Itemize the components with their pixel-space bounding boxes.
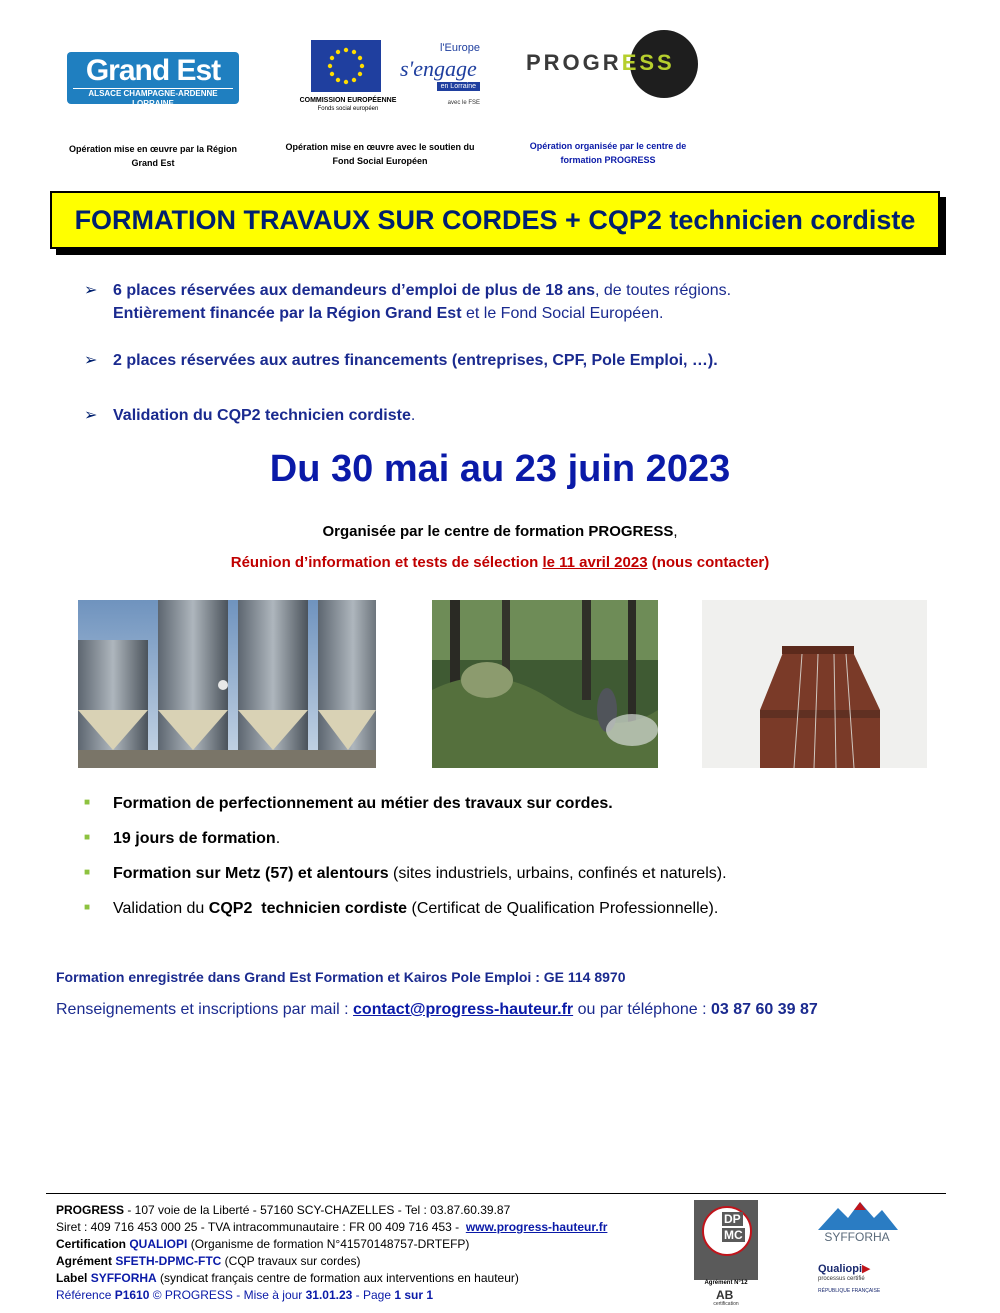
eu-fse-logo bbox=[298, 40, 484, 118]
footer-agrement-name: SFETH-DPMC-FTC bbox=[115, 1254, 222, 1268]
dpmc-top-text: DP bbox=[724, 1212, 741, 1226]
progress-logo-text bbox=[526, 50, 675, 76]
detail-4-rest: (Certificat de Qualification Professionnelle). bbox=[407, 900, 719, 917]
footer-cert-rest: (Organisme de formation N°41570148757-DRTEFP) bbox=[187, 1237, 470, 1251]
title-box bbox=[50, 191, 940, 249]
qualiopi-name: Qualiopi bbox=[818, 1263, 862, 1275]
caption-progress-line1: Opération organisée par le centre de bbox=[529, 141, 687, 151]
contact-phone: 03 87 60 39 87 bbox=[711, 1001, 818, 1018]
detail-2-rest: . bbox=[275, 830, 281, 847]
progress-logo-prefix: PROGR bbox=[526, 50, 622, 75]
dpmc-agrement: Agrément N°12 bbox=[704, 1280, 748, 1286]
detail-3-bold: Formation sur Metz (57) et alentours bbox=[113, 865, 389, 882]
registration-info: Formation enregistrée dans Grand Est Formation et Kairos Pole Emploi : GE 114 8970 bbox=[56, 969, 626, 985]
page-title: FORMATION TRAVAUX SUR CORDES + CQP2 technicien cordiste bbox=[74, 205, 916, 235]
footer-label-name: SYFFORHA bbox=[90, 1271, 157, 1285]
organised-by-text: Organisée par le centre de formation PROGRESS bbox=[322, 523, 674, 540]
contact-email-link[interactable]: contact@progress-hauteur.fr bbox=[353, 1001, 574, 1018]
bullet-1 bbox=[113, 279, 731, 303]
footer-ref-mid: © PROGRESS - Mise à jour bbox=[149, 1288, 306, 1302]
dpmc-badge bbox=[694, 1200, 758, 1308]
organised-by-comma: , bbox=[673, 523, 678, 540]
dpmc-bottom-text: MC bbox=[724, 1228, 743, 1242]
contact-line bbox=[56, 999, 818, 1021]
detail-4-bold: CQP2 technicien cordiste bbox=[208, 900, 408, 917]
footer-website-link[interactable]: www.progress-hauteur.fr bbox=[465, 1220, 608, 1234]
eu-commission-label bbox=[298, 96, 398, 114]
mountain-icon bbox=[818, 1200, 898, 1230]
bullet-3-rest: . bbox=[410, 407, 416, 424]
detail-3 bbox=[113, 862, 727, 886]
bullet-1-line2 bbox=[113, 302, 663, 326]
bullet-2: 2 places réservées aux autres financements (entreprises, CPF, Pole Emploi, …). bbox=[113, 352, 718, 369]
caption-region bbox=[48, 142, 258, 170]
detail-2-bold: 19 jours de formation bbox=[113, 830, 276, 847]
photo-silos bbox=[78, 600, 376, 768]
footer-ref-date: 31.01.23 bbox=[305, 1288, 353, 1302]
footer-divider bbox=[46, 1193, 946, 1194]
republique-text: RÉPUBLIQUE FRANÇAISE bbox=[818, 1288, 881, 1294]
info-meeting-part2: (nous contacter) bbox=[647, 554, 770, 571]
training-dates: Du 30 mai au 23 juin 2023 bbox=[269, 448, 731, 490]
europe-region-text: en Lorraine bbox=[437, 82, 480, 91]
caption-fse-line1: Opération mise en œuvre avec le soutien du bbox=[285, 142, 475, 152]
photo-chimney bbox=[702, 600, 927, 768]
square-bullet-icon: ■ bbox=[84, 832, 91, 843]
arrow-bullet-icon: ➢ bbox=[84, 282, 98, 299]
caption-fse bbox=[270, 140, 490, 168]
arrow-bullet-icon: ➢ bbox=[84, 352, 98, 369]
bullet-1-bold: 6 places réservées aux demandeurs d’emploi de plus de 18 ans bbox=[113, 282, 595, 299]
europe-main-text: s'engage bbox=[400, 56, 477, 81]
syfforha-text: SYFFORHA bbox=[824, 1230, 890, 1244]
qualiopi-sub: processus certifié bbox=[818, 1276, 865, 1282]
ab-certification-sub: certification bbox=[713, 1301, 739, 1307]
eu-commission-text: COMMISSION EUROPÉENNE bbox=[299, 97, 397, 104]
grand-est-logo-text: Grand Est bbox=[85, 54, 221, 87]
footer-company: PROGRESS bbox=[56, 1203, 125, 1217]
footer-page: 1 sur 1 bbox=[394, 1288, 434, 1302]
footer-ref-code: P1610 bbox=[114, 1288, 150, 1302]
caption-progress bbox=[508, 139, 708, 167]
qualiopi-arrow-icon: ▶ bbox=[862, 1263, 871, 1275]
footer-ref-pre: Référence bbox=[56, 1288, 115, 1302]
europe-sengage-logo bbox=[400, 42, 482, 108]
bullet-1-line2-bold: Entièrement financée par la Région Grand Est bbox=[113, 305, 462, 322]
info-meeting-date: le 11 avril 2023 bbox=[542, 554, 648, 571]
bullet-1-line2-rest: et le Fond Social Européen. bbox=[461, 305, 664, 322]
footer-cert-name: QUALIOPI bbox=[129, 1237, 188, 1251]
footer-agrement-label: Agrément bbox=[56, 1254, 116, 1268]
bullet-3-bold: Validation du CQP2 technicien cordiste bbox=[113, 407, 411, 424]
footer-agrement-rest: (CQP travaux sur cordes) bbox=[221, 1254, 361, 1268]
detail-2 bbox=[113, 827, 280, 851]
square-bullet-icon: ■ bbox=[84, 867, 91, 878]
arrow-bullet-icon: ➢ bbox=[84, 407, 98, 424]
footer-siret: Siret : 409 716 453 000 25 - TVA intracommunautaire : FR 00 409 716 453 - bbox=[56, 1220, 466, 1234]
grand-est-logo-tagline: ALSACE CHAMPAGNE-ARDENNE LORRAINE bbox=[73, 88, 233, 109]
caption-region-line1: Opération mise en œuvre par la Région bbox=[68, 144, 238, 154]
square-bullet-icon: ■ bbox=[84, 902, 91, 913]
info-meeting bbox=[0, 554, 1000, 571]
photo-forest bbox=[432, 600, 658, 768]
progress-logo-suffix: ESS bbox=[621, 50, 675, 75]
ab-certification-icon: AB bbox=[716, 1288, 734, 1302]
qualiopi-text bbox=[818, 1262, 870, 1275]
europe-fse-text: avec le FSE bbox=[447, 100, 480, 106]
contact-pre: Renseignements et inscriptions par mail : bbox=[56, 1001, 354, 1018]
bullet-1-rest: , de toutes régions. bbox=[595, 282, 732, 299]
organised-by bbox=[0, 523, 1000, 540]
syfforha-qualiopi-badges bbox=[812, 1200, 902, 1305]
square-bullet-icon: ■ bbox=[84, 797, 91, 808]
caption-region-line2: Grand Est bbox=[131, 158, 175, 168]
caption-fse-line2: Fond Social Européen bbox=[332, 156, 428, 166]
detail-4-pre: Validation du bbox=[113, 900, 209, 917]
grand-est-logo bbox=[67, 52, 239, 108]
eu-fund-text: Fonds social européen bbox=[317, 106, 379, 112]
europe-top-text: l'Europe bbox=[439, 42, 480, 54]
footer-page-pre: - Page bbox=[352, 1288, 395, 1302]
progress-logo bbox=[522, 30, 702, 96]
footer-address: - 107 voie de la Liberté - 57160 SCY-CHAZELLES - Tel : 03.87.60.39.87 bbox=[124, 1203, 511, 1217]
footer-label-label: Label bbox=[56, 1271, 91, 1285]
footer bbox=[56, 1202, 607, 1304]
info-meeting-part1: Réunion d’information et tests de sélection bbox=[230, 554, 543, 571]
caption-progress-line2: formation PROGRESS bbox=[560, 155, 656, 165]
footer-cert-label: Certification bbox=[56, 1237, 130, 1251]
contact-mid: ou par téléphone : bbox=[573, 1001, 712, 1018]
eu-flag-icon bbox=[311, 40, 381, 92]
detail-3-rest: (sites industriels, urbains, confinés et naturels). bbox=[388, 865, 727, 882]
bullet-3 bbox=[113, 404, 415, 428]
footer-label-rest: (syndicat français centre de formation aux interventions en hauteur) bbox=[156, 1271, 519, 1285]
detail-1: Formation de perfectionnement au métier des travaux sur cordes. bbox=[113, 795, 613, 812]
detail-4 bbox=[113, 897, 718, 921]
